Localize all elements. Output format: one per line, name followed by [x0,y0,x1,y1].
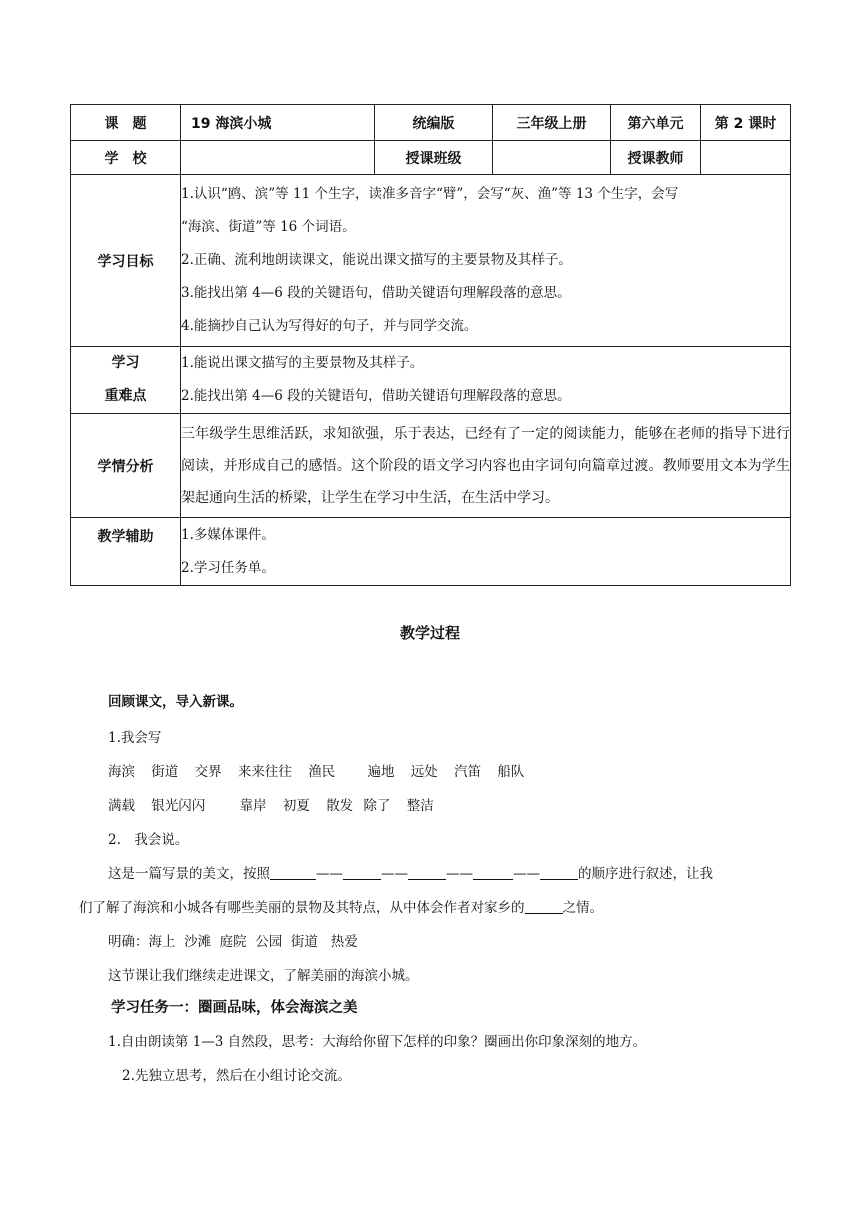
fill-dash: —— [316,866,343,882]
analysis-row [71,414,791,518]
word: 满载 [108,798,135,814]
word: 整洁 [406,798,434,814]
word: 渔民 [308,764,336,780]
blank [343,865,381,880]
goal-line: 3.能找出第 4—6 段的关键语句，借助关键语句理解段落的意思。 [181,285,571,301]
intro-heading: 回顾课文，导入新课。 [108,694,243,710]
words-row-1 [108,760,524,780]
analysis-label: 学情分析 [71,414,181,518]
info-row-topic [71,105,791,141]
goal-line: 4.能摘抄自己认为写得好的句子，并与同学交流。 [181,318,478,334]
word: 远处 [410,764,438,780]
key-points-label-line2: 重难点 [104,388,147,404]
item-write: 1.我会写 [108,730,162,746]
blank [408,865,446,880]
task1-item1: 1.自由朗读第 1—3 自然段，思考：大海给你留下怎样的印象？圈画出你印象深刻的地方。 [108,1034,647,1050]
goal-line: “海滨、街道”等 16 个词语。 [181,219,356,235]
word: 除了 [363,798,391,814]
fill-blank-line-2 [79,896,603,916]
topic-value: 19 海滨小城 [181,105,375,141]
key-points-content [181,347,791,414]
key-points-row [71,347,791,414]
info-row-school [71,141,791,175]
fill-blank-line-1 [108,862,713,882]
task1-item2: 2.先独立思考，然后在小组讨论交流。 [122,1068,351,1084]
task1-heading: 学习任务一：圈画品味，体会海滨之美 [111,1000,358,1016]
word: 海滨 [108,764,135,780]
class-value [493,141,611,175]
fill-dash: —— [381,866,408,882]
fill-dash: —— [513,866,540,882]
goal-line: 2.正确、流利地朗读课文，能说出课文描写的主要景物及其样子。 [181,252,572,268]
unit: 第六单元 [611,105,701,141]
word: 银光闪闪 [151,798,206,814]
aid-line: 1.多媒体课件。 [181,526,275,543]
word: 汽笛 [454,764,482,780]
fill-text-end: 的顺序进行叙述，让我 [578,866,713,882]
word: 来来往往 [237,764,292,780]
school-value [181,141,375,175]
aids-label: 教学辅助 [71,518,181,586]
analysis-text: 三年级学生思维活跃，求知欲强，乐于表达，已经有了一定的阅读能力，能够在老师的指导下进行阅读，并形成自己的感悟。这个阶段的语文学习内容也由字词句向篇章过渡。教师要用文本为学生架起通向生活的桥梁，让学生在学习中生活，在生活中学习。 [181,414,791,518]
word: 街道 [151,764,179,780]
blank [270,865,316,880]
goals-label: 学习目标 [71,175,181,347]
blank [540,865,578,880]
lesson-info-table [70,104,791,586]
blank [525,899,563,914]
edition: 统编版 [375,105,493,141]
class-label: 授课班级 [375,141,493,175]
blank [473,865,513,880]
grade: 三年级上册 [493,105,611,141]
word: 靠岸 [239,798,267,814]
fill-line2-end: 之情。 [562,900,603,916]
word: 交界 [194,764,222,780]
aids-row [71,518,791,586]
period: 第 2 课时 [701,105,791,141]
item-say: 2. 我会说。 [108,832,189,848]
fill-line2-start: 们了解了海滨和小城各有哪些美丽的景物及其特点，从中体会作者对家乡的 [79,900,525,916]
fill-dash: —— [446,866,473,882]
words-row-2 [108,794,434,814]
goals-content [181,175,791,347]
key-points-label-line1: 学习 [111,355,140,371]
aids-content [181,518,791,586]
word: 初夏 [282,798,310,814]
teacher-value [701,141,791,175]
goals-row [71,175,791,347]
key-points-label [71,347,181,414]
key-point-line: 1.能说出课文描写的主要景物及其样子。 [181,355,424,371]
school-label: 学 校 [71,141,181,175]
word: 遍地 [367,764,395,780]
process-title: 教学过程 [399,624,460,642]
key-point-line: 2.能找出第 4—6 段的关键语句，借助关键语句理解段落的意思。 [181,388,571,404]
fill-text-start: 这是一篇写景的美文，按照 [108,866,270,882]
transition: 这节课让我们继续走进课文，了解美丽的海滨小城。 [108,968,419,984]
answer: 明确：海上 沙滩 庭院 公园 街道 热爱 [108,934,358,950]
teacher-label: 授课教师 [611,141,701,175]
goal-line: 1.认识“鸥、滨”等 11 个生字，读准多音字“臂”，会写“灰、渔”等 13 个生字，会写 [181,186,679,202]
word: 散发 [326,798,354,814]
aid-line: 2.学习任务单。 [181,559,275,576]
word: 船队 [497,764,525,780]
topic-label: 课 题 [71,105,181,141]
